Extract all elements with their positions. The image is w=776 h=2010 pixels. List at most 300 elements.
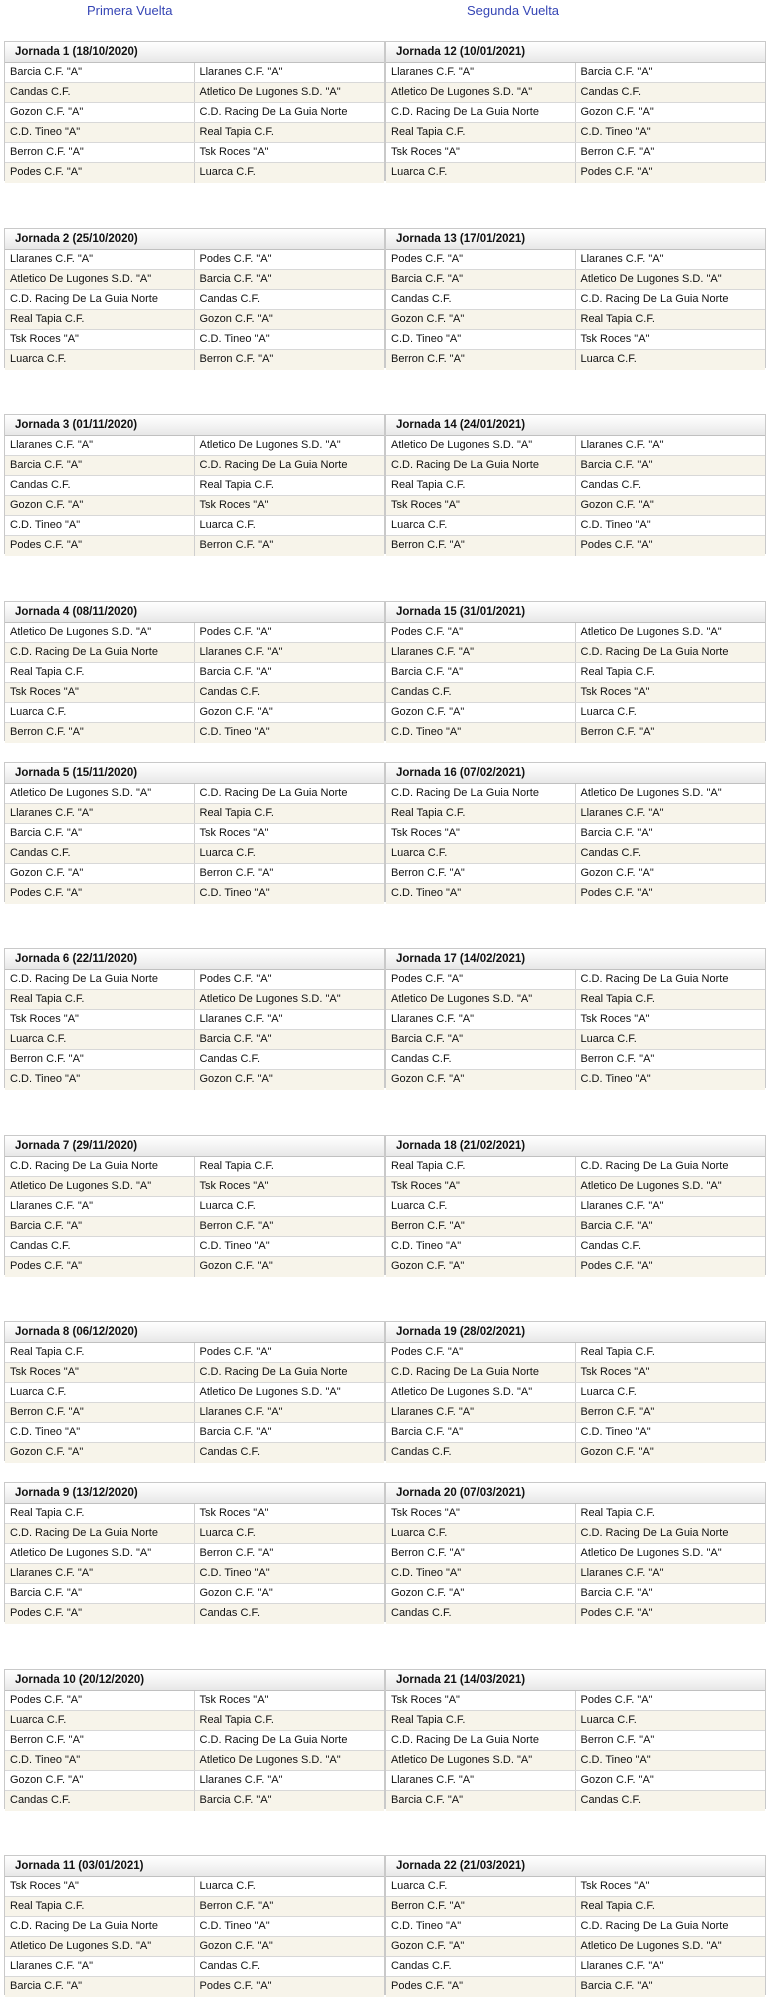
away-team: Gozon C.F. "A" xyxy=(580,106,654,118)
away-team: Berron C.F. "A" xyxy=(199,353,274,365)
away-team: Gozon C.F. "A" xyxy=(199,1260,273,1272)
home-team: Barcia C.F. "A" xyxy=(5,1217,195,1236)
away-team: Berron C.F. "A" xyxy=(580,1406,655,1418)
home-team: Barcia C.F. "A" xyxy=(386,1030,576,1049)
away-team: Gozon C.F. "A" xyxy=(199,1940,273,1952)
home-team: Gozon C.F. "A" xyxy=(386,1937,576,1956)
home-team: Candas C.F. xyxy=(386,1957,576,1976)
away-team: Real Tapia C.F. xyxy=(580,1346,655,1358)
home-team: Real Tapia C.F. xyxy=(386,1157,576,1176)
away-team: Gozon C.F. "A" xyxy=(199,706,273,718)
match-row xyxy=(5,1584,384,1604)
match-row xyxy=(386,436,765,456)
away-team: Llaranes C.F. "A" xyxy=(199,1406,283,1418)
match-row xyxy=(386,663,765,683)
home-team: C.D. Tineo "A" xyxy=(5,1070,195,1090)
away-team: C.D. Tineo "A" xyxy=(199,1567,270,1579)
match-row xyxy=(5,1343,384,1363)
home-team: C.D. Racing De La Guia Norte xyxy=(5,970,195,989)
away-team: Llaranes C.F. "A" xyxy=(199,1013,283,1025)
match-row xyxy=(5,350,384,370)
match-row xyxy=(386,123,765,143)
jornada-title: Jornada 16 (07/02/2021) xyxy=(386,763,765,784)
home-team: Luarca C.F. xyxy=(5,350,195,370)
match-row xyxy=(386,1237,765,1257)
home-team: Podes C.F. "A" xyxy=(386,1343,576,1362)
away-team: Candas C.F. xyxy=(580,847,642,859)
away-team: Luarca C.F. xyxy=(199,519,256,531)
jornada-title: Jornada 11 (03/01/2021) xyxy=(5,1856,384,1877)
away-team: Real Tapia C.F. xyxy=(580,313,655,325)
home-team: Candas C.F. xyxy=(5,1791,195,1811)
match-row xyxy=(386,1443,765,1463)
home-team: Gozon C.F. "A" xyxy=(386,1257,576,1277)
match-row xyxy=(386,1564,765,1584)
match-row xyxy=(386,330,765,350)
home-team: Gozon C.F. "A" xyxy=(386,1070,576,1090)
match-row xyxy=(5,1604,384,1624)
away-team: C.D. Racing De La Guia Norte xyxy=(199,1366,348,1378)
away-team: C.D. Tineo "A" xyxy=(199,1240,270,1252)
match-row xyxy=(5,1050,384,1070)
home-team: Real Tapia C.F. xyxy=(386,804,576,823)
home-team: Gozon C.F. "A" xyxy=(5,864,195,883)
match-row xyxy=(5,123,384,143)
away-team: C.D. Racing De La Guia Norte xyxy=(199,459,348,471)
away-team: Llaranes C.F. "A" xyxy=(580,439,664,451)
away-team: Barcia C.F. "A" xyxy=(199,1033,272,1045)
away-team: Berron C.F. "A" xyxy=(199,867,274,879)
match-row xyxy=(5,1957,384,1977)
home-team: Candas C.F. xyxy=(5,476,195,495)
jornada-table xyxy=(385,1321,766,1461)
match-row xyxy=(386,623,765,643)
away-team: Podes C.F. "A" xyxy=(580,1694,653,1706)
away-team: Tsk Roces "A" xyxy=(199,827,269,839)
home-team: Luarca C.F. xyxy=(386,1197,576,1216)
home-team: Berron C.F. "A" xyxy=(386,864,576,883)
home-team: Llaranes C.F. "A" xyxy=(5,804,195,823)
match-row xyxy=(386,1731,765,1751)
jornada-table xyxy=(385,948,766,1088)
home-team: Tsk Roces "A" xyxy=(386,143,576,162)
home-team: Real Tapia C.F. xyxy=(5,663,195,682)
jornada-title: Jornada 13 (17/01/2021) xyxy=(386,229,765,250)
jornada-table xyxy=(4,414,385,554)
away-team: C.D. Racing De La Guia Norte xyxy=(580,1527,729,1539)
home-team: Real Tapia C.F. xyxy=(5,990,195,1009)
match-row xyxy=(5,516,384,536)
match-row xyxy=(5,103,384,123)
jornada-table xyxy=(385,414,766,554)
home-team: C.D. Tineo "A" xyxy=(5,516,195,535)
home-team: Llaranes C.F. "A" xyxy=(386,63,576,82)
home-team: Berron C.F. "A" xyxy=(5,143,195,162)
segunda-vuelta-header: Segunda Vuelta xyxy=(467,3,560,18)
match-row xyxy=(5,824,384,844)
away-team: Berron C.F. "A" xyxy=(199,1900,274,1912)
match-row xyxy=(5,330,384,350)
jornada-table xyxy=(385,1669,766,1809)
jornada-title: Jornada 9 (13/12/2020) xyxy=(5,1483,384,1504)
match-row xyxy=(386,804,765,824)
away-team: Tsk Roces "A" xyxy=(580,686,650,698)
away-team: Luarca C.F. xyxy=(580,1033,637,1045)
home-team: Podes C.F. "A" xyxy=(5,536,195,556)
match-row xyxy=(386,1877,765,1897)
match-row xyxy=(5,1544,384,1564)
jornada-table xyxy=(385,762,766,902)
match-row xyxy=(5,1977,384,1997)
home-team: Tsk Roces "A" xyxy=(386,1177,576,1196)
away-team: Barcia C.F. "A" xyxy=(580,459,653,471)
home-team: Llaranes C.F. "A" xyxy=(386,1010,576,1029)
away-team: C.D. Racing De La Guia Norte xyxy=(580,1920,729,1932)
away-team: Llaranes C.F. "A" xyxy=(199,66,283,78)
away-team: Gozon C.F. "A" xyxy=(199,1073,273,1085)
match-row xyxy=(386,844,765,864)
home-team: Luarca C.F. xyxy=(386,163,576,183)
match-row xyxy=(386,864,765,884)
away-team: Real Tapia C.F. xyxy=(580,993,655,1005)
match-row xyxy=(386,703,765,723)
match-row xyxy=(386,884,765,904)
match-row xyxy=(5,1363,384,1383)
match-row xyxy=(5,1423,384,1443)
home-team: Atletico De Lugones S.D. "A" xyxy=(5,1544,195,1563)
away-team: Podes C.F. "A" xyxy=(580,539,653,551)
home-team: Llaranes C.F. "A" xyxy=(5,1957,195,1976)
jornada-title: Jornada 22 (21/03/2021) xyxy=(386,1856,765,1877)
away-team: Luarca C.F. xyxy=(580,1714,637,1726)
home-team: Barcia C.F. "A" xyxy=(5,63,195,82)
home-team: C.D. Racing De La Guia Norte xyxy=(386,456,576,475)
away-team: C.D. Tineo "A" xyxy=(580,1073,651,1085)
away-team: Real Tapia C.F. xyxy=(199,479,274,491)
home-team: Gozon C.F. "A" xyxy=(5,1443,195,1463)
match-row xyxy=(5,1504,384,1524)
match-row xyxy=(5,143,384,163)
away-team: C.D. Racing De La Guia Norte xyxy=(199,1734,348,1746)
home-team: Candas C.F. xyxy=(5,844,195,863)
away-team: Gozon C.F. "A" xyxy=(199,1587,273,1599)
match-row xyxy=(386,83,765,103)
match-row xyxy=(386,1403,765,1423)
away-team: Atletico De Lugones S.D. "A" xyxy=(580,1180,722,1192)
away-team: Candas C.F. xyxy=(580,1794,642,1806)
match-row xyxy=(386,824,765,844)
away-team: Real Tapia C.F. xyxy=(199,1714,274,1726)
match-row xyxy=(5,250,384,270)
match-row xyxy=(5,1691,384,1711)
home-team: Tsk Roces "A" xyxy=(386,496,576,515)
away-team: C.D. Racing De La Guia Norte xyxy=(199,787,348,799)
away-team: Podes C.F. "A" xyxy=(580,887,653,899)
home-team: C.D. Tineo "A" xyxy=(386,884,576,904)
away-team: Luarca C.F. xyxy=(199,847,256,859)
match-row xyxy=(386,1217,765,1237)
away-team: Atletico De Lugones S.D. "A" xyxy=(199,1754,341,1766)
match-row xyxy=(386,143,765,163)
home-team: C.D. Racing De La Guia Norte xyxy=(5,1917,195,1936)
away-team: Berron C.F. "A" xyxy=(580,146,655,158)
match-row xyxy=(5,63,384,83)
home-team: Atletico De Lugones S.D. "A" xyxy=(5,784,195,803)
away-team: Podes C.F. "A" xyxy=(580,1260,653,1272)
home-team: Podes C.F. "A" xyxy=(5,1691,195,1710)
home-team: Tsk Roces "A" xyxy=(5,1363,195,1382)
home-team: Tsk Roces "A" xyxy=(5,330,195,349)
match-row xyxy=(5,270,384,290)
jornada-table xyxy=(385,1855,766,1995)
home-team: Atletico De Lugones S.D. "A" xyxy=(386,1383,576,1402)
match-row xyxy=(386,456,765,476)
away-team: Atletico De Lugones S.D. "A" xyxy=(580,787,722,799)
home-team: C.D. Tineo "A" xyxy=(5,1751,195,1770)
primera-vuelta-header: Primera Vuelta xyxy=(87,3,173,18)
away-team: Luarca C.F. xyxy=(580,706,637,718)
away-team: Barcia C.F. "A" xyxy=(199,1426,272,1438)
home-team: Berron C.F. "A" xyxy=(386,350,576,370)
home-team: Tsk Roces "A" xyxy=(386,824,576,843)
away-team: Podes C.F. "A" xyxy=(199,253,272,265)
match-row xyxy=(386,476,765,496)
match-row xyxy=(386,1691,765,1711)
home-team: Atletico De Lugones S.D. "A" xyxy=(386,1751,576,1770)
home-team: Tsk Roces "A" xyxy=(5,1010,195,1029)
match-row xyxy=(386,1504,765,1524)
match-row xyxy=(5,1897,384,1917)
match-row xyxy=(5,1751,384,1771)
home-team: Barcia C.F. "A" xyxy=(5,456,195,475)
home-team: Real Tapia C.F. xyxy=(5,310,195,329)
away-team: Berron C.F. "A" xyxy=(580,1734,655,1746)
home-team: Atletico De Lugones S.D. "A" xyxy=(5,623,195,642)
away-team: Llaranes C.F. "A" xyxy=(580,1567,664,1579)
match-row xyxy=(386,1584,765,1604)
away-team: Barcia C.F. "A" xyxy=(580,66,653,78)
home-team: Barcia C.F. "A" xyxy=(386,663,576,682)
match-row xyxy=(386,1524,765,1544)
away-team: Berron C.F. "A" xyxy=(580,1053,655,1065)
home-team: C.D. Tineo "A" xyxy=(386,1917,576,1936)
match-row xyxy=(5,643,384,663)
home-team: Llaranes C.F. "A" xyxy=(386,1771,576,1790)
home-team: Llaranes C.F. "A" xyxy=(5,1197,195,1216)
match-row xyxy=(386,1791,765,1811)
home-team: Candas C.F. xyxy=(5,83,195,102)
jornada-title: Jornada 21 (14/03/2021) xyxy=(386,1670,765,1691)
home-team: C.D. Racing De La Guia Norte xyxy=(5,1157,195,1176)
home-team: Luarca C.F. xyxy=(386,516,576,535)
away-team: Gozon C.F. "A" xyxy=(580,1446,654,1458)
match-row xyxy=(5,1383,384,1403)
away-team: Real Tapia C.F. xyxy=(199,807,274,819)
match-row xyxy=(386,1917,765,1937)
match-row xyxy=(5,1403,384,1423)
jornada-title: Jornada 14 (24/01/2021) xyxy=(386,415,765,436)
home-team: Real Tapia C.F. xyxy=(386,123,576,142)
match-row xyxy=(386,536,765,556)
home-team: Barcia C.F. "A" xyxy=(386,1791,576,1811)
match-row xyxy=(5,1070,384,1090)
home-team: Real Tapia C.F. xyxy=(386,1711,576,1730)
jornada-table xyxy=(4,601,385,741)
away-team: Atletico De Lugones S.D. "A" xyxy=(580,626,722,638)
match-row xyxy=(386,310,765,330)
home-team: C.D. Racing De La Guia Norte xyxy=(386,103,576,122)
home-team: C.D. Racing De La Guia Norte xyxy=(5,643,195,662)
home-team: Llaranes C.F. "A" xyxy=(5,250,195,269)
away-team: Tsk Roces "A" xyxy=(199,1180,269,1192)
match-row xyxy=(5,1731,384,1751)
away-team: Atletico De Lugones S.D. "A" xyxy=(580,1940,722,1952)
away-team: Podes C.F. "A" xyxy=(580,166,653,178)
match-row xyxy=(386,1544,765,1564)
away-team: Podes C.F. "A" xyxy=(199,1980,272,1992)
away-team: Real Tapia C.F. xyxy=(199,1160,274,1172)
match-row xyxy=(5,663,384,683)
away-team: Gozon C.F. "A" xyxy=(199,313,273,325)
away-team: Gozon C.F. "A" xyxy=(580,867,654,879)
jornada-title: Jornada 6 (22/11/2020) xyxy=(5,949,384,970)
away-team: Atletico De Lugones S.D. "A" xyxy=(199,439,341,451)
away-team: Tsk Roces "A" xyxy=(580,333,650,345)
away-team: Llaranes C.F. "A" xyxy=(580,1960,664,1972)
match-row xyxy=(5,864,384,884)
jornada-table xyxy=(385,228,766,368)
jornada-title: Jornada 19 (28/02/2021) xyxy=(386,1322,765,1343)
away-team: Real Tapia C.F. xyxy=(580,666,655,678)
away-team: Barcia C.F. "A" xyxy=(199,666,272,678)
home-team: Berron C.F. "A" xyxy=(5,723,195,743)
away-team: Llaranes C.F. "A" xyxy=(580,1200,664,1212)
match-row xyxy=(386,350,765,370)
home-team: Barcia C.F. "A" xyxy=(5,1584,195,1603)
match-row xyxy=(386,1197,765,1217)
home-team: Real Tapia C.F. xyxy=(5,1897,195,1916)
home-team: Real Tapia C.F. xyxy=(5,1504,195,1523)
jornada-table xyxy=(385,1135,766,1275)
match-row xyxy=(5,1877,384,1897)
home-team: Atletico De Lugones S.D. "A" xyxy=(5,1177,195,1196)
match-row xyxy=(5,1197,384,1217)
away-team: Berron C.F. "A" xyxy=(199,1547,274,1559)
match-row xyxy=(5,844,384,864)
away-team: Candas C.F. xyxy=(199,1607,261,1619)
home-team: Podes C.F. "A" xyxy=(5,884,195,904)
match-row xyxy=(5,703,384,723)
jornada-table xyxy=(4,948,385,1088)
match-row xyxy=(386,1257,765,1277)
match-row xyxy=(386,1957,765,1977)
away-team: Tsk Roces "A" xyxy=(199,1694,269,1706)
jornada-table xyxy=(4,1482,385,1622)
match-row xyxy=(5,1937,384,1957)
match-row xyxy=(5,1917,384,1937)
home-team: C.D. Tineo "A" xyxy=(386,723,576,743)
home-team: Atletico De Lugones S.D. "A" xyxy=(386,436,576,455)
home-team: Podes C.F. "A" xyxy=(5,1604,195,1624)
jornada-title: Jornada 12 (10/01/2021) xyxy=(386,42,765,63)
match-row xyxy=(386,1157,765,1177)
home-team: Barcia C.F. "A" xyxy=(5,824,195,843)
home-team: Luarca C.F. xyxy=(386,1877,576,1896)
away-team: Llaranes C.F. "A" xyxy=(199,646,283,658)
home-team: Llaranes C.F. "A" xyxy=(5,436,195,455)
home-team: Luarca C.F. xyxy=(386,844,576,863)
away-team: Tsk Roces "A" xyxy=(580,1366,650,1378)
jornada-table xyxy=(385,601,766,741)
away-team: Podes C.F. "A" xyxy=(199,626,272,638)
match-row xyxy=(386,1977,765,1997)
home-team: C.D. Tineo "A" xyxy=(5,123,195,142)
match-row xyxy=(386,1751,765,1771)
away-team: Atletico De Lugones S.D. "A" xyxy=(199,1386,341,1398)
away-team: Real Tapia C.F. xyxy=(580,1900,655,1912)
jornada-table xyxy=(385,1482,766,1622)
match-row xyxy=(5,310,384,330)
match-row xyxy=(5,1791,384,1811)
jornada-title: Jornada 7 (29/11/2020) xyxy=(5,1136,384,1157)
jornada-table xyxy=(4,41,385,181)
home-team: Podes C.F. "A" xyxy=(386,970,576,989)
away-team: C.D. Tineo "A" xyxy=(199,333,270,345)
jornada-table xyxy=(4,1669,385,1809)
home-team: Gozon C.F. "A" xyxy=(5,103,195,122)
match-row xyxy=(5,623,384,643)
match-row xyxy=(386,163,765,183)
home-team: Luarca C.F. xyxy=(5,703,195,722)
away-team: Barcia C.F. "A" xyxy=(199,1794,272,1806)
away-team: C.D. Tineo "A" xyxy=(199,1920,270,1932)
match-row xyxy=(5,970,384,990)
match-row xyxy=(5,1237,384,1257)
match-row xyxy=(386,1423,765,1443)
home-team: Gozon C.F. "A" xyxy=(5,496,195,515)
jornada-title: Jornada 5 (15/11/2020) xyxy=(5,763,384,784)
home-team: Berron C.F. "A" xyxy=(5,1403,195,1422)
jornada-title: Jornada 3 (01/11/2020) xyxy=(5,415,384,436)
match-row xyxy=(5,83,384,103)
home-team: C.D. Tineo "A" xyxy=(5,1423,195,1442)
away-team: Tsk Roces "A" xyxy=(580,1013,650,1025)
match-row xyxy=(386,970,765,990)
match-row xyxy=(5,723,384,743)
home-team: Gozon C.F. "A" xyxy=(386,310,576,329)
away-team: Podes C.F. "A" xyxy=(580,1607,653,1619)
match-row xyxy=(5,1771,384,1791)
match-row xyxy=(386,723,765,743)
away-team: Tsk Roces "A" xyxy=(199,146,269,158)
away-team: Real Tapia C.F. xyxy=(580,1507,655,1519)
home-team: Tsk Roces "A" xyxy=(386,1691,576,1710)
jornada-title: Jornada 1 (18/10/2020) xyxy=(5,42,384,63)
home-team: Real Tapia C.F. xyxy=(5,1343,195,1362)
away-team: Llaranes C.F. "A" xyxy=(580,253,664,265)
home-team: Candas C.F. xyxy=(386,1604,576,1624)
match-row xyxy=(5,1010,384,1030)
away-team: C.D. Racing De La Guia Norte xyxy=(580,293,729,305)
away-team: Candas C.F. xyxy=(199,293,261,305)
away-team: Llaranes C.F. "A" xyxy=(580,807,664,819)
home-team: Barcia C.F. "A" xyxy=(386,1423,576,1442)
away-team: C.D. Tineo "A" xyxy=(580,519,651,531)
away-team: Atletico De Lugones S.D. "A" xyxy=(199,993,341,1005)
match-row xyxy=(386,1343,765,1363)
home-team: Tsk Roces "A" xyxy=(386,1504,576,1523)
jornada-table xyxy=(4,762,385,902)
